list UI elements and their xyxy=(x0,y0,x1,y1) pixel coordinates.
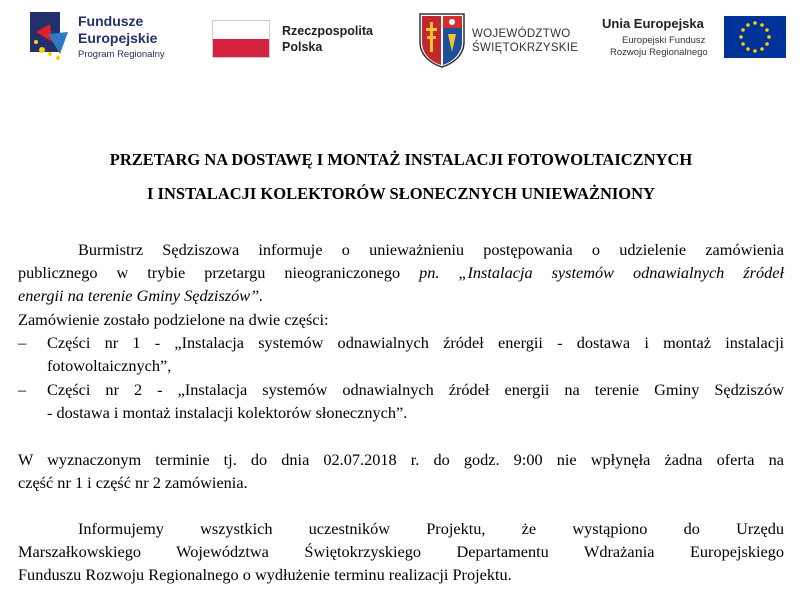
wojewodztwo-line1: WOJEWÓDZTWO xyxy=(472,28,571,40)
title-line-1: PRZETARG NA DOSTAWĘ I MONTAŻ INSTALACJI FOTOWOLTAICZNYCH xyxy=(109,150,693,169)
paragraph-4-line-3: Funduszu Rozwoju Regionalnego o wydłużenie terminu realizacji Projektu. xyxy=(18,565,512,584)
unia-line3: Rozwoju Regionalnego xyxy=(610,47,708,58)
paragraph-1-line-2 xyxy=(18,263,784,283)
unia-line1: Unia Europejska xyxy=(602,16,704,31)
polish-flag-icon xyxy=(212,20,270,58)
bullet-marker-1: – xyxy=(18,333,27,352)
paragraph-1-line-3 xyxy=(18,286,263,306)
bullet-1-line-1: Części nr 1 - „Instalacja systemów odnawialnych źródeł energii - dostawa i montaż instalacji xyxy=(47,333,784,352)
unia-line2: Europejski Fundusz xyxy=(622,35,706,46)
logo-bar xyxy=(0,0,802,75)
paragraph-3-line-1: W wyznaczonym terminie tj. do dnia 02.07.2018 r. do godz. 9:00 nie wpłynęła żadna oferta na xyxy=(18,450,784,469)
paragraph-1-line-2-text: publicznego w trybie przetargu nieograniczonego xyxy=(18,263,420,282)
paragraph-1-line-1: Burmistrz Sędziszowa informuje o unieważnieniu postępowania o udzielenie zamówienia xyxy=(78,240,784,259)
title-line-2: I INSTALACJI KOLEKTORÓW SŁONECZNYCH UNIEWAŻNIONY xyxy=(147,184,655,203)
eu-flag-icon xyxy=(724,16,786,58)
wojewodztwo-line2: ŚWIĘTOKRZYSKIE xyxy=(472,42,579,54)
fundusze-europejskie-emblem-icon xyxy=(30,12,74,62)
bullet-2-line-1: Części nr 2 - „Instalacja systemów odnawialnych źródeł energii na terenie Gminy Sędziszów xyxy=(47,380,784,399)
paragraph-3-line-2: część nr 1 i część nr 2 zamówienia. xyxy=(18,473,248,492)
fundusze-line3: Program Regionalny xyxy=(78,49,165,60)
paragraph-2: Zamówienie zostało podzielone na dwie części: xyxy=(18,310,329,329)
fundusze-line1: Fundusze xyxy=(78,13,144,29)
coat-of-arms-icon xyxy=(418,12,466,68)
bullet-2-line-2: - dostawa i montaż instalacji kolektorów słonecznych”. xyxy=(47,403,408,422)
paragraph-1-line-2-italic: pn. „Instalacja systemów odnawialnych źródeł xyxy=(419,263,784,282)
bullet-marker-2: – xyxy=(18,380,27,399)
bullet-1-line-2: fotowoltaicznych”, xyxy=(47,356,172,375)
paragraph-1-line-3-italic: energii na terenie Gminy Sędziszów”. xyxy=(18,286,264,305)
paragraph-4-line-1: Informujemy wszystkich uczestników Projektu, że wystąpiono do Urzędu xyxy=(78,519,784,538)
fundusze-line2: Europejskie xyxy=(78,30,158,46)
rzeczpospolita-line2: Polska xyxy=(282,40,323,54)
paragraph-4-line-2: Marszałkowskiego Województwa Świętokrzyskiego Departamentu Wdrażania Europejskiego xyxy=(18,542,784,561)
rzeczpospolita-line1: Rzeczpospolita xyxy=(282,24,373,38)
